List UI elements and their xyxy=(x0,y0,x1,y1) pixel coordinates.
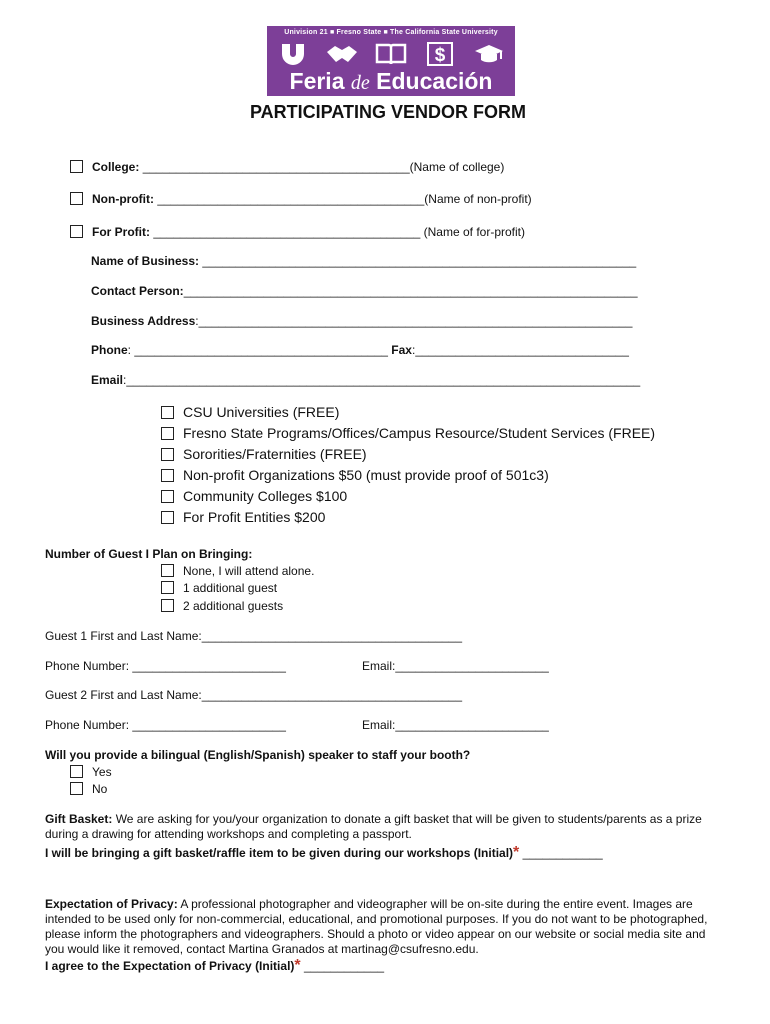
fax-field[interactable]: :________________________________ xyxy=(411,343,629,357)
forprofit-name-field[interactable]: ________________________________________ xyxy=(153,225,421,239)
logo-icons xyxy=(273,40,509,68)
category-option: Community Colleges $100 xyxy=(161,488,347,504)
guest1-name-field[interactable]: Guest 1 First and Last Name:_______________________________________ xyxy=(45,629,463,643)
bilingual-question: Will you provide a bilingual (English/Spanish) speaker to staff your booth? xyxy=(45,748,471,762)
required-asterisk: * xyxy=(294,957,301,974)
contact-person-row: Contact Person:____________________________________________________________________ xyxy=(91,284,638,298)
feria-logo xyxy=(267,26,515,96)
guest-checkbox[interactable] xyxy=(161,581,174,594)
category-checkbox[interactable] xyxy=(161,448,174,461)
category-option: For Profit Entities $200 xyxy=(161,509,325,525)
nonprofit-checkbox[interactable] xyxy=(70,192,83,205)
required-asterisk: * xyxy=(513,844,520,861)
privacy-text: Expectation of Privacy: A professional photographer and videographer will be on-site during the entire event. Images are intended to be used only for non-commercial, educational, and promotional purposes. If you do not want to be photographed, please inform the photographers and videographers. Should a photo or video appear on our website or social media site and you would like it removed, contact Martina Granados at martinag@csufresno.edu. xyxy=(45,897,708,956)
guest-option: 1 additional guest xyxy=(161,581,277,595)
bilingual-yes-checkbox[interactable] xyxy=(70,765,83,778)
email-field[interactable]: :_____________________________________________________________________________ xyxy=(123,373,641,387)
page-title: PARTICIPATING VENDOR FORM xyxy=(250,102,526,122)
bilingual-no: No xyxy=(70,782,107,796)
dollar-icon xyxy=(420,40,460,68)
privacy-initial-field[interactable]: ____________ xyxy=(303,959,385,973)
gift-basket-text: Gift Basket: We are asking for you/your organization to donate a gift basket that will be given to students/parents as a prize during a drawing for attending workshops and completing a passport. xyxy=(45,812,702,841)
category-checkbox[interactable] xyxy=(161,427,174,440)
gift-basket-agreement: I will be bringing a gift basket/raffle item to be given during our workshops (Initial)* ____________ xyxy=(45,844,603,861)
univision-icon xyxy=(273,40,313,68)
forprofit-checkbox[interactable] xyxy=(70,225,83,238)
category-checkbox[interactable] xyxy=(161,469,174,482)
category-checkbox[interactable] xyxy=(161,511,174,524)
graduation-cap-icon xyxy=(469,40,509,68)
category-checkbox[interactable] xyxy=(161,490,174,503)
college-name-field[interactable]: ________________________________________ xyxy=(142,160,410,174)
business-address-row: Business Address:_________________________________________________________________ xyxy=(91,314,633,328)
book-icon xyxy=(371,40,411,68)
logo-title: Feria de Educación xyxy=(289,68,493,94)
phone-field[interactable]: : ______________________________________ xyxy=(127,343,388,357)
contact-person-field[interactable]: ____________________________________________________________________ xyxy=(183,284,638,298)
bilingual-no-checkbox[interactable] xyxy=(70,782,83,795)
guest-option: 2 additional guests xyxy=(161,599,283,613)
email-row: Email:_____________________________________________________________________________ xyxy=(91,373,641,387)
category-option: CSU Universities (FREE) xyxy=(161,404,339,420)
gift-initial-field[interactable]: ____________ xyxy=(522,846,603,860)
business-name-field[interactable]: _________________________________________________________________ xyxy=(202,254,637,268)
business-address-field[interactable]: :_________________________________________________________________ xyxy=(195,314,633,328)
org-type-college: College: ________________________________________(Name of college) xyxy=(70,160,504,174)
category-option: Fresno State Programs/Offices/Campus Resource/Student Services (FREE) xyxy=(161,425,655,441)
category-option: Sororities/Fraternities (FREE) xyxy=(161,446,367,462)
phone-fax-row: Phone: ______________________________________ Fax:________________________________ xyxy=(91,343,629,357)
business-name-row: Name of Business: _________________________________________________________________ xyxy=(91,254,637,268)
guest2-email-field[interactable]: Email:_______________________ xyxy=(362,718,549,732)
college-checkbox[interactable] xyxy=(70,160,83,173)
category-option: Non-profit Organizations $50 (must provide proof of 501c3) xyxy=(161,467,549,483)
org-type-forprofit: For Profit: ________________________________________ (Name of for-profit) xyxy=(70,225,525,239)
guest-checkbox[interactable] xyxy=(161,599,174,612)
guest2-phone-field[interactable]: Phone Number: _______________________ xyxy=(45,718,286,732)
org-type-nonprofit: Non-profit: ________________________________________(Name of non-profit) xyxy=(70,192,532,206)
category-checkbox[interactable] xyxy=(161,406,174,419)
svg-text:$: $ xyxy=(434,45,446,66)
handshake-icon xyxy=(322,40,362,68)
guest1-email-field[interactable]: Email:_______________________ xyxy=(362,659,549,673)
guest2-name-field[interactable]: Guest 2 First and Last Name:_______________________________________ xyxy=(45,688,463,702)
guest1-phone-field[interactable]: Phone Number: _______________________ xyxy=(45,659,286,673)
privacy-agreement: I agree to the Expectation of Privacy (Initial)* ____________ xyxy=(45,957,385,974)
guest-option: None, I will attend alone. xyxy=(161,564,314,578)
bilingual-yes: Yes xyxy=(70,765,112,779)
logo-sponsors: Univision 21 ■ Fresno State ■ The California State University xyxy=(284,29,498,36)
guest-question: Number of Guest I Plan on Bringing: xyxy=(45,547,253,561)
nonprofit-name-field[interactable]: ________________________________________ xyxy=(157,192,425,206)
guest-checkbox[interactable] xyxy=(161,564,174,577)
